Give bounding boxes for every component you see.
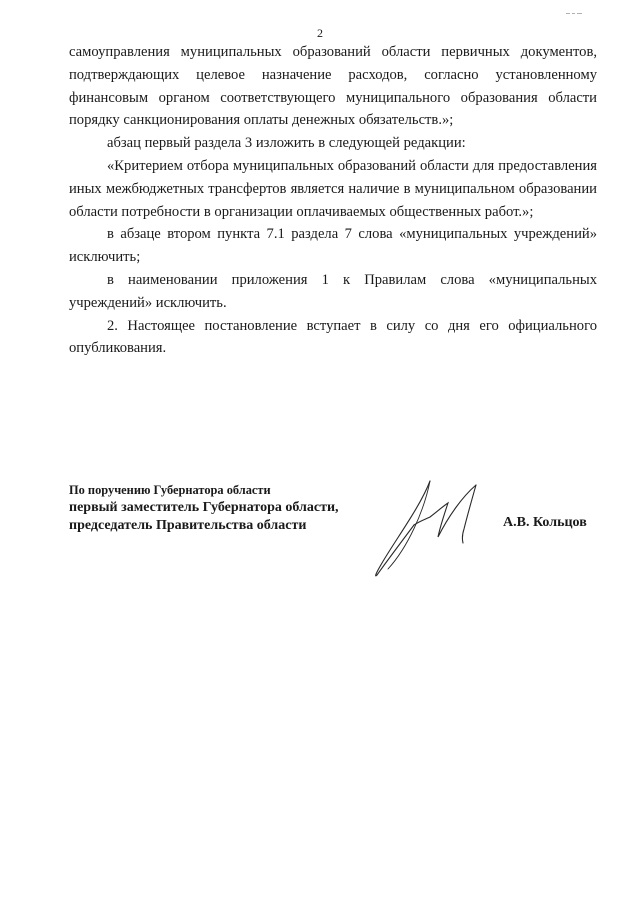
scan-mark [568,899,584,902]
official-title-line-2: председатель Правительства области [69,518,307,533]
paragraph-2: абзац первый раздела 3 изложить в следующей редакции: [107,135,466,152]
handwritten-signature [368,477,490,581]
signature-block [69,482,399,535]
on-behalf-line: По поручению Губернатора области [69,483,271,497]
paragraph-4: в абзаце втором пункта 7.1 раздела 7 слова «муниципальных учреждений» исключить; [69,226,597,266]
scan-mark [566,2,582,5]
paragraph-5: в наименовании приложения 1 к Правилам слова «муниципальных учреждений» исключить. [69,271,597,311]
paragraph-1: самоуправления муниципальных образований области первичных документов, подтверждающих целевое назначение расходов, согласно установленному финансовым органом соответствующего муниципального образования области порядку санкционирования оплаты денежных обязательств.»; [69,44,597,129]
signatory-name: А.В. Кольцов [503,515,587,530]
paragraph-3: «Критерием отбора муниципальных образований области для предоставления иных межбюджетных трансфертов является наличие в муниципальном образовании области потребности в организации оплачиваемых общественных работ.»; [69,157,597,220]
official-title-line-1: первый заместитель Губернатора области, [69,500,339,515]
paragraph-6: 2. Настоящее постановление вступает в силу со дня его официального опубликования. [69,317,597,357]
page-number: 2 [317,26,323,40]
body-text [69,41,597,360]
